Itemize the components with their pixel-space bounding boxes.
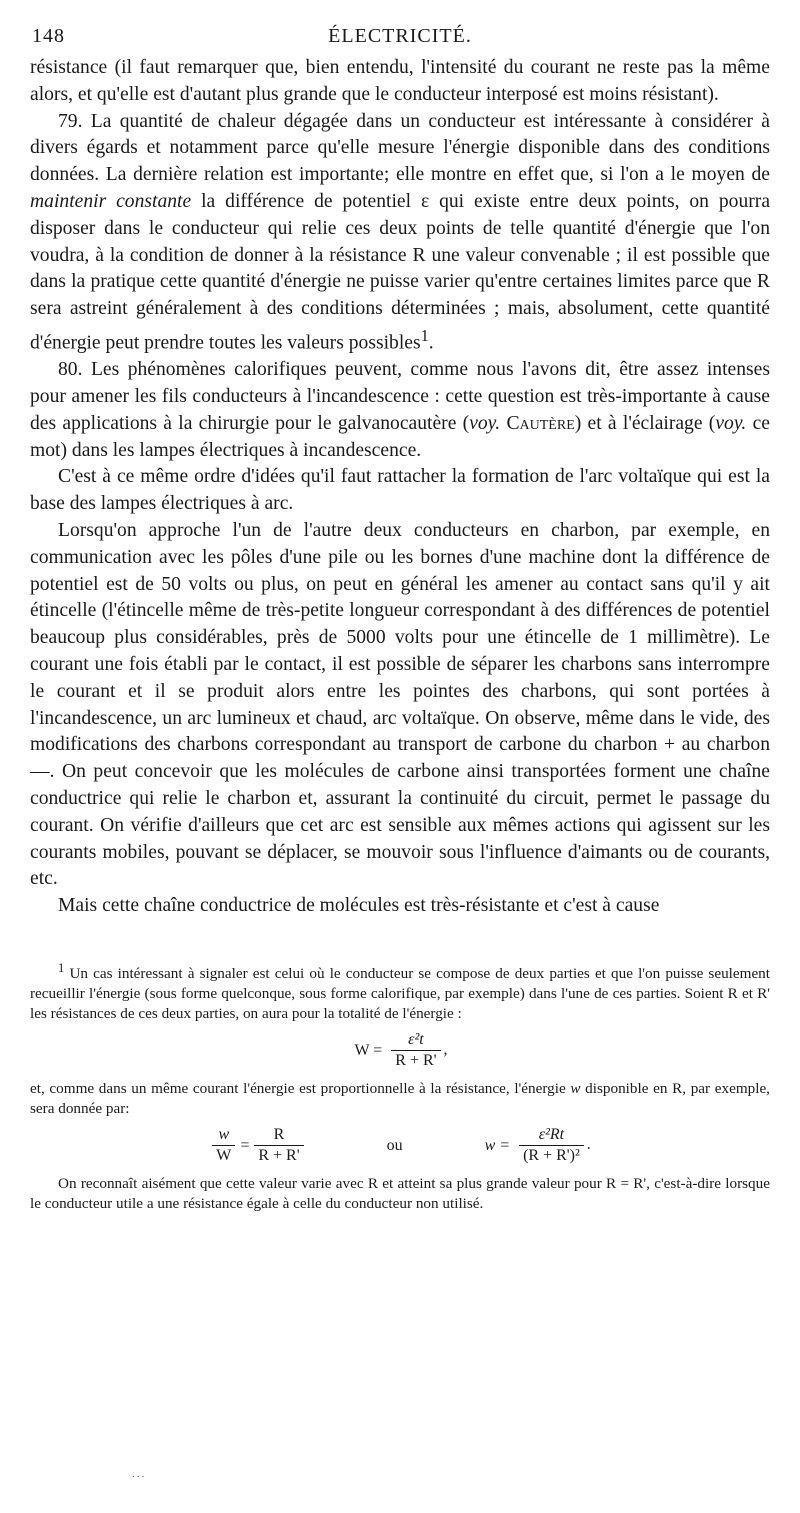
denominator: (R + R')² [523, 1147, 580, 1165]
running-title: ÉLECTRICITÉ. [328, 25, 472, 47]
formula-available-energy [30, 1125, 770, 1166]
fraction-w-over-W [212, 1125, 235, 1166]
footnote-paragraph-1 [30, 958, 770, 1024]
footnote-text-1: Un cas intéressant à signaler est celui où le conducteur se compose de deux parties et que l'on puisse seulement recueillir l'énergie (sous forme quelconque, sous forme calorifique, par exemple) dans l'une de ces parties. Soient R et R' les résistances de ces deux parties, on aura pour la totalité de l'énergie : [30, 965, 770, 1023]
numerator-text: w [218, 1126, 230, 1144]
footnote-paragraph-2 [30, 1079, 770, 1119]
paragraph-80-text-3: ce mot) dans les lampes électriques à incandescence. [30, 412, 770, 461]
footnote [30, 958, 770, 1214]
cross-reference-cautere: Cautère [506, 412, 575, 434]
paragraph-charbon: Lorsqu'on approche l'un de l'autre deux conducteurs en charbon, par exemple, en communication avec les pôles d'une pile ou les bornes d'une machine dont la différence de potentiel est de 50 volts ou plus, on peut en général les amener au contact sans qu'il y ait étincelle (l'étincelle même de très-petite longueur correspondant à des différences de potentiel beaucoup plus considérables, près de 5000 volts pour une étincelle de 1 millimètre). Le courant une fois établi par le contact, il est possible de séparer les charbons sans interrompre le courant et il se produit alors entre les pointes des charbons, qui sont portées à l'incandescence, un arc lumineux et chaud, arc voltaïque. On observe, même dans le vide, des modifications des charbons correspondant au transport de carbone du charbon + au charbon —. On peut concevoir que les molécules de carbone ainsi transportées forment une chaîne conductrice qui relie le charbon et, assurant la continuité du circuit, permet le passage du courant. On vérifie d'ailleurs que cet arc est sensible aux mêmes actions qui agissent sur les courants mobiles, pouvant se déplacer, se mouvoir sous l'influence d'aimants ou de courants, etc. [30, 520, 770, 890]
formula-total-energy [30, 1030, 770, 1071]
denominator: W [216, 1147, 232, 1165]
voy-abbrev-2: voy. [715, 412, 747, 434]
paragraph-continued: résistance (il faut remarquer que, bien entendu, l'intensité du courant ne reste pas la même alors, et qu'elle est d'autant plus grande que le conducteur interposé est moins résistant). [30, 57, 770, 105]
footnote-marker: 1 [58, 961, 65, 976]
paragraph-80-text-2: ) et à l'éclairage ( [574, 412, 716, 434]
page-number: 148 [32, 25, 65, 47]
paragraph-79-text: 79. La quantité de chaleur dégagée dans un conducteur est intéressante à considérer à divers égards et notamment parce qu'elle mesure l'énergie disponible dans des conditions données. La dernière relation est importante; elle montre en effet que, si l'on a le moyen de [30, 110, 770, 186]
paragraph-80 [30, 357, 770, 464]
formula-trail: . [586, 1136, 591, 1154]
fraction-R-over-sum [254, 1125, 303, 1166]
footnote-text-2: et, comme dans un même courant l'énergie est proportionnelle à la résistance, l'énergie [30, 1080, 571, 1098]
running-header [30, 25, 770, 55]
numerator [391, 1030, 440, 1051]
ou-word: ou [386, 1136, 403, 1154]
numerator-text: ε²Rt [538, 1126, 565, 1144]
paragraph-79 [30, 109, 770, 358]
fraction-energy [519, 1125, 584, 1166]
numerator [519, 1125, 584, 1146]
formula-lhs: W = [354, 1041, 383, 1059]
numerator [212, 1125, 235, 1146]
denominator: R + R' [395, 1052, 437, 1070]
paragraph-arc: C'est à ce même ordre d'idées qu'il faut rattacher la formation de l'arc voltaïque qui est la base des lampes électriques à arc. [30, 466, 770, 515]
fraction [391, 1030, 440, 1071]
page-marks: ... [132, 1468, 147, 1480]
formula-lhs-w [485, 1136, 510, 1156]
numerator-text: ε²t [408, 1031, 424, 1049]
footnote-reference: 1 [420, 325, 429, 345]
equals-sign: = [240, 1136, 250, 1154]
formula-trail: , [443, 1041, 448, 1059]
denominator: R + R' [258, 1147, 300, 1165]
emphasis-maintenir-constante: maintenir constante [30, 190, 192, 212]
paragraph-79-end: . [428, 332, 434, 354]
footnote-text-2b: disponible en R, par exemple, sera donnée par: [30, 1080, 770, 1118]
paragraph-last: Mais cette chaîne conductrice de molécules est très-résistante et c'est à cause [58, 895, 660, 917]
numerator: R [254, 1125, 303, 1146]
page [30, 25, 770, 1214]
main-text [30, 55, 770, 920]
variable-w: w [570, 1080, 581, 1098]
voy-abbrev: voy. [469, 412, 501, 434]
formula-lhs-w-text: w = [484, 1136, 511, 1154]
paragraph-79-text-2: la différence de potentiel ε qui existe entre deux points, on pourra disposer dans le conducteur qui relie ces deux points de telle quantité d'énergie que l'on voudra, à la condition de donner à la résistance R une valeur convenable ; il est possible que dans la pratique cette quantité d'énergie ne puisse varier qu'entre certaines limites parce que R sera astreint généralement à des conditions déterminées ; mais, absolument, cette quantité d'énergie peut prendre toutes les valeurs possibles [30, 190, 771, 354]
footnote-paragraph-3: On reconnaît aisément que cette valeur varie avec R et atteint sa plus grande valeur pour R = R', c'est-à-dire lorsque le conducteur utile a une résistance égale à celle du conducteur non utilisé. [30, 1175, 770, 1213]
paragraph-80-text: 80. Les phénomènes calorifiques peuvent, comme nous l'avons dit, être assez intenses pour amener les fils conducteurs à l'incandescence : cette question est très-importante à cause des applications à la chirurgie pour le galvanocautère ( [30, 359, 770, 434]
